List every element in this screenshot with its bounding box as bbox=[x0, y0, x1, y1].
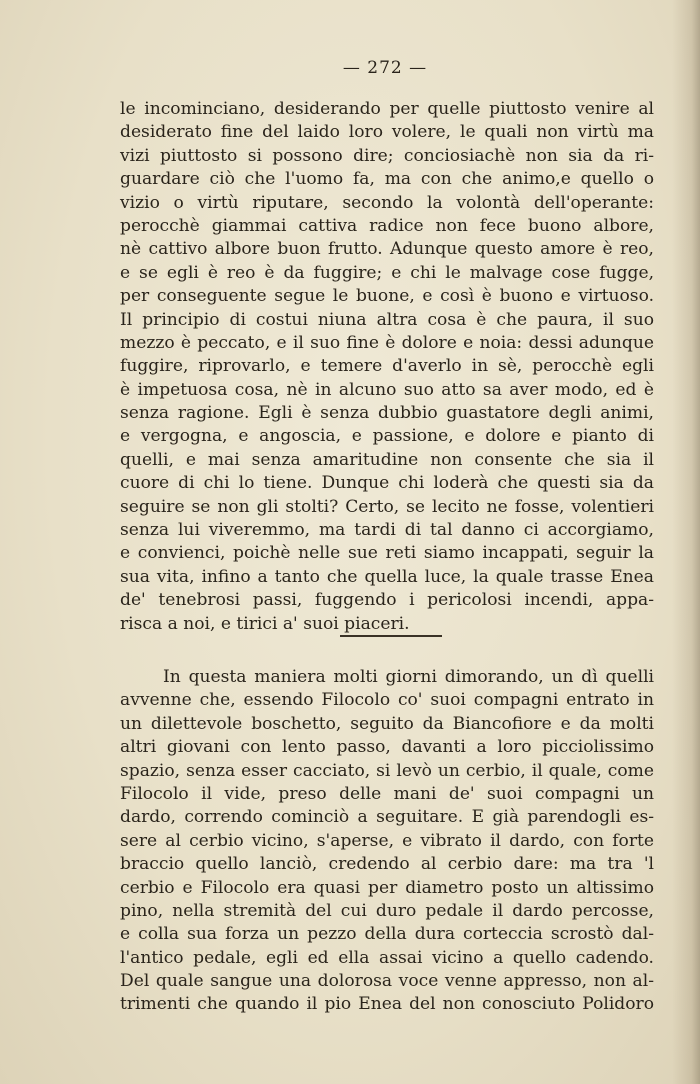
text-line: risca a noi, e tirici a' suoi piaceri. bbox=[120, 613, 410, 634]
text-line: e convienci, poichè nelle sue reti siamo incappati, seguir la bbox=[120, 543, 654, 564]
text-line: pino, nella stremità del cui duro pedale il dardo percosse, bbox=[120, 900, 654, 921]
text-line: trimenti che quando il pio Enea del non conosciuto Polidoro bbox=[120, 994, 654, 1015]
page-number: — 272 — bbox=[342, 58, 428, 78]
text-line: cuore di chi lo tiene. Dunque chi loderà che questi sia da bbox=[120, 473, 654, 494]
text-line: vizio o virtù riputare, secondo la volontà dell'operante: bbox=[120, 192, 654, 213]
text-line: quelli, e mai senza amaritudine non consente che sia il bbox=[120, 449, 654, 470]
text-line: e colla sua forza un pezzo della dura corteccia scrostò dal- bbox=[120, 924, 654, 945]
text-line: Del quale sangue una dolorosa voce venne appresso, non al- bbox=[120, 971, 654, 992]
text-line: altri giovani con lento passo, davanti a loro picciolissimo bbox=[120, 737, 654, 758]
text-line: In questa maniera molti giorni dimorando, un dì quelli bbox=[163, 667, 654, 687]
text-line: sua vita, infino a tanto che quella luce, la quale trasse Enea bbox=[120, 566, 654, 587]
text-line: avvenne che, essendo Filocolo co' suoi compagni entrato in bbox=[120, 690, 654, 711]
text-line: fuggire, riprovarlo, e temere d'averlo in sè, perocchè egli bbox=[120, 356, 654, 377]
text-line: Filocolo il vide, preso delle mani de' suoi compagni un bbox=[120, 783, 654, 804]
text-line: senza ragione. Egli è senza dubbio guastatore degli animi, bbox=[120, 403, 654, 424]
text-line: de' tenebrosi passi, fuggendo i pericolosi incendi, appa- bbox=[120, 590, 654, 611]
text-line: guardare ciò che l'uomo fa, ma con che animo,e quello o bbox=[120, 169, 654, 190]
section-divider bbox=[340, 635, 442, 637]
text-line: le incominciano, desiderando per quelle piuttosto venire al bbox=[120, 99, 654, 119]
text-line: è impetuosa cosa, nè in alcuno suo atto sa aver modo, ed è bbox=[120, 379, 654, 400]
paragraph-1 bbox=[120, 98, 654, 636]
text-line: Il principio di costui niuna altra cosa è che paura, il suo bbox=[120, 309, 654, 330]
text-line: braccio quello lanciò, credendo al cerbio dare: ma tra 'l bbox=[120, 854, 654, 875]
text-line: nè cattivo albore buon frutto. Adunque questo amore è reo, bbox=[120, 239, 654, 260]
text-line: un dilettevole boschetto, seguito da Biancofiore e da molti bbox=[120, 713, 654, 734]
text-line: perocchè giammai cattiva radice non fece buono albore, bbox=[120, 215, 654, 236]
text-line: per conseguente segue le buone, e così è buono e virtuoso. bbox=[120, 286, 654, 307]
text-line: e vergogna, e angoscia, e passione, e dolore e pianto di bbox=[120, 426, 654, 447]
text-line: seguire se non gli stolti? Certo, se lecito ne fosse, volentieri bbox=[120, 496, 654, 517]
text-line: senza lui viveremmo, ma tardi di tal danno ci accorgiamo, bbox=[120, 520, 654, 541]
text-line: vizi piuttosto si possono dire; conciosiachè non sia da ri- bbox=[120, 145, 654, 166]
text-line: dardo, correndo cominciò a seguitare. E già parendogli es- bbox=[120, 807, 654, 828]
text-line: mezzo è peccato, e il suo fine è dolore e noia: dessi adunque bbox=[120, 332, 654, 353]
text-line: desiderato fine del laido loro volere, le quali non virtù ma bbox=[120, 122, 654, 143]
text-line: sere al cerbio vicino, s'aperse, e vibrato il dardo, con forte bbox=[120, 830, 654, 851]
text-line: e se egli è reo è da fuggire; e chi le malvage cose fugge, bbox=[120, 262, 654, 283]
page-edge-shadow bbox=[672, 0, 700, 1084]
text-line: spazio, senza esser cacciato, si levò un cerbio, il quale, come bbox=[120, 760, 654, 781]
text-line: l'antico pedale, egli ed ella assai vicino a quello cadendo. bbox=[120, 947, 654, 968]
paragraph-2 bbox=[120, 666, 654, 1017]
text-line: cerbio e Filocolo era quasi per diametro posto un altissimo bbox=[120, 877, 654, 898]
